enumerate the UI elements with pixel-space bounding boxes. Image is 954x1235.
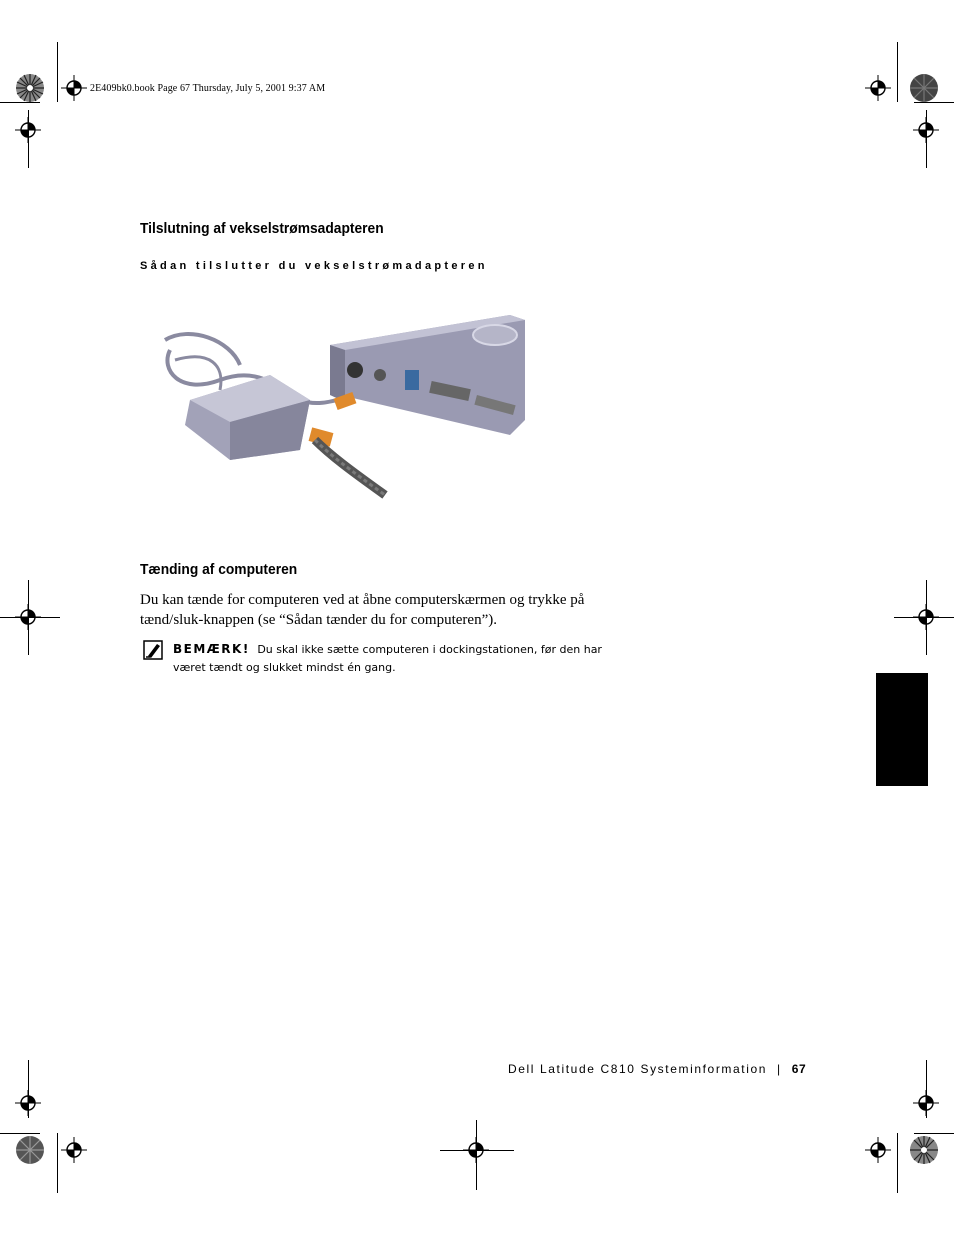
crosshair-registration-icon [15, 604, 41, 630]
footer-title: Dell Latitude C810 Systeminformation [508, 1062, 768, 1076]
ac-adapter-connection-illustration [150, 310, 530, 500]
crosshair-registration-icon [463, 1137, 489, 1163]
color-calibration-wheel-icon [15, 1135, 45, 1165]
color-calibration-wheel-icon [909, 1135, 939, 1165]
crop-mark [897, 1133, 898, 1193]
footer-separator: | [777, 1062, 782, 1076]
pencil-note-icon [143, 640, 163, 660]
color-calibration-wheel-icon [15, 73, 45, 103]
note-label: BEMÆRK! [173, 642, 250, 656]
crosshair-registration-icon [913, 604, 939, 630]
power-on-paragraph: Du kan tænde for computeren ved at åbne computerskærmen og trykke på tænd/sluk-knappen (se “Sådan tænder du for computeren”). [140, 592, 585, 628]
section-heading-adapter: Tilslutning af vekselstrømsadapteren [140, 220, 384, 237]
crop-mark [914, 1133, 954, 1134]
crosshair-registration-icon [15, 1090, 41, 1116]
crosshair-registration-icon [61, 1137, 87, 1163]
crosshair-registration-icon [865, 1137, 891, 1163]
note-text: Du skal ikke sætte computeren i dockingstationen, før den har været tændt og slukket mindst én gang. [173, 643, 602, 674]
crosshair-registration-icon [865, 75, 891, 101]
crop-mark [57, 1133, 58, 1193]
crop-mark [0, 1133, 40, 1134]
page-footer [508, 1062, 806, 1076]
crosshair-registration-icon [913, 117, 939, 143]
note-callout [173, 641, 633, 676]
procedure-subheading: Sådan tilslutter du vekselstrømadapteren [140, 260, 488, 272]
crosshair-registration-icon [61, 75, 87, 101]
color-calibration-wheel-icon [909, 73, 939, 103]
crop-mark [57, 42, 58, 102]
crosshair-registration-icon [15, 117, 41, 143]
section-heading-power-on: Tænding af computeren [140, 561, 298, 578]
crop-mark [897, 42, 898, 102]
crosshair-registration-icon [913, 1090, 939, 1116]
page-number: 67 [791, 1062, 807, 1076]
print-slug: 2E409bk0.book Page 67 Thursday, July 5, 2001 9:37 AM [90, 83, 326, 94]
chapter-thumb-tab [876, 673, 928, 786]
